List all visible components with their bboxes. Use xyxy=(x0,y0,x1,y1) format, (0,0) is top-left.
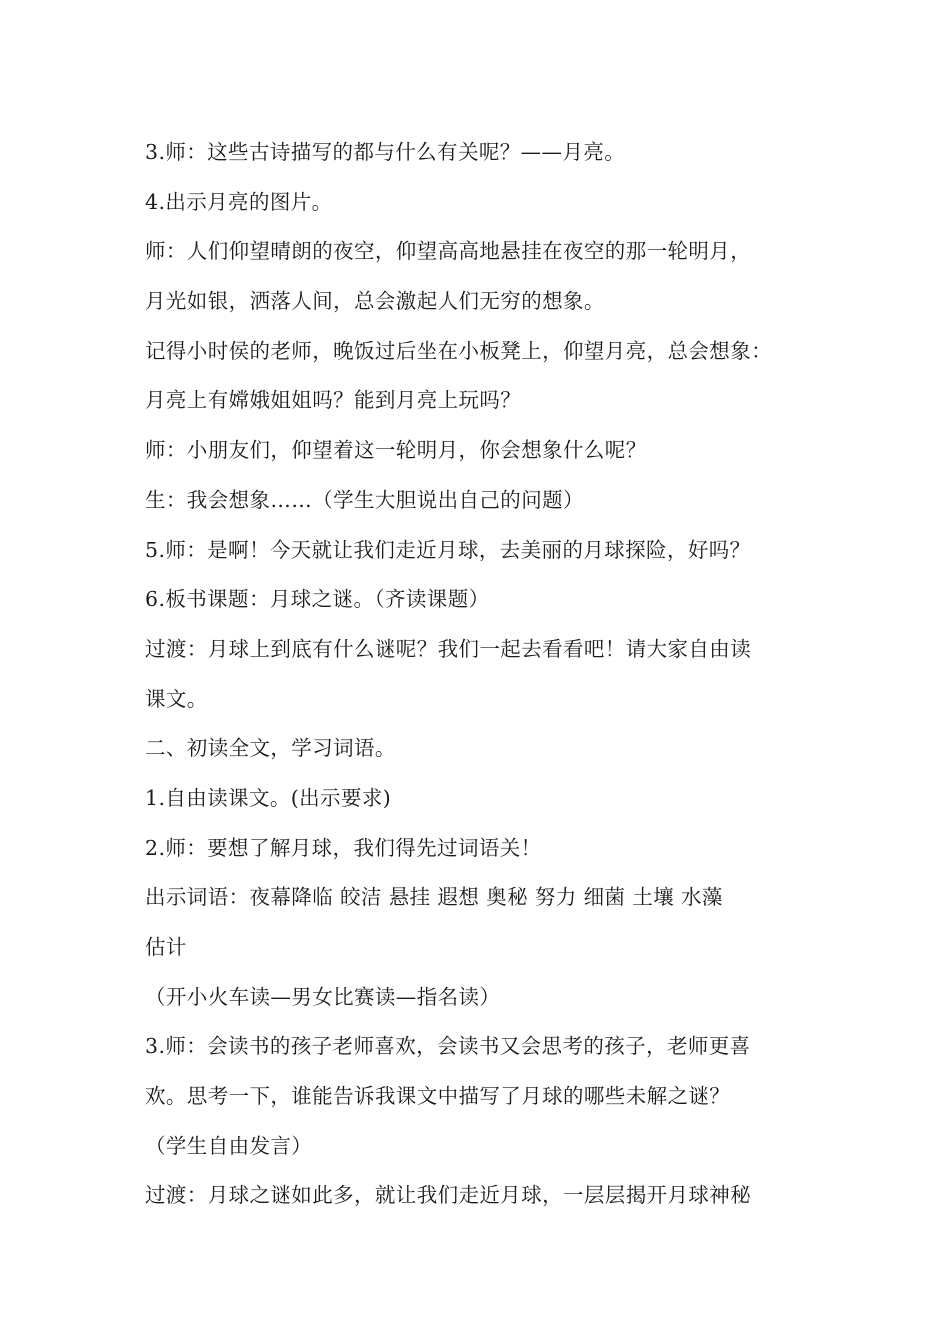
text-line: 过渡：月球之谜如此多，就让我们走近月球，一层层揭开月球神秘 xyxy=(145,1183,752,1208)
section-heading: 二、初读全文，学习词语。 xyxy=(145,736,396,761)
text-line: 3.师：会读书的孩子老师喜欢，会读书又会思考的孩子，老师更喜 xyxy=(145,1034,751,1059)
document-body xyxy=(145,128,845,1221)
text-line: （开小火车读—男女比赛读—指名读） xyxy=(145,984,501,1009)
text-line: 月光如银，洒落人间，总会激起人们无穷的想象。 xyxy=(145,289,605,314)
text-line: 2.师：要想了解月球，我们得先过词语关！ xyxy=(145,835,542,860)
text-line: 5.师：是啊！今天就让我们走近月球，去美丽的月球探险，好吗？ xyxy=(145,537,751,562)
text-line: 记得小时侯的老师，晚饭过后坐在小板凳上，仰望月亮，总会想象： xyxy=(145,338,772,363)
text-line: 出示词语：夜幕降临 皎洁 悬挂 遐想 奥秘 努力 细菌 土壤 水藻 xyxy=(145,885,723,910)
text-line: 师：小朋友们，仰望着这一轮明月，你会想象什么呢？ xyxy=(145,438,647,463)
text-line: 3.师：这些古诗描写的都与什么有关呢？——月亮。 xyxy=(145,140,626,164)
text-line: 生：我会想象……（学生大胆说出自己的问题） xyxy=(145,487,584,512)
text-line: 4.出示月亮的图片。 xyxy=(145,189,333,214)
text-line: 6.板书课题：月球之谜。（齐读课题） xyxy=(145,587,490,612)
text-line: 1.自由读课文。(出示要求) xyxy=(145,785,392,810)
text-line: 欢。思考一下，谁能告诉我课文中描写了月球的哪些未解之谜？ xyxy=(145,1084,731,1109)
text-line: （学生自由发言） xyxy=(145,1133,313,1158)
text-line: 课文。 xyxy=(145,686,208,711)
text-line: 估计 xyxy=(145,935,187,959)
text-line: 师：人们仰望晴朗的夜空，仰望高高地悬挂在夜空的那一轮明月， xyxy=(145,239,752,264)
text-line: 月亮上有嫦娥姐姐吗？能到月亮上玩吗？ xyxy=(145,388,522,413)
text-line: 过渡：月球上到底有什么谜呢？我们一起去看看吧！请大家自由读 xyxy=(145,636,752,661)
